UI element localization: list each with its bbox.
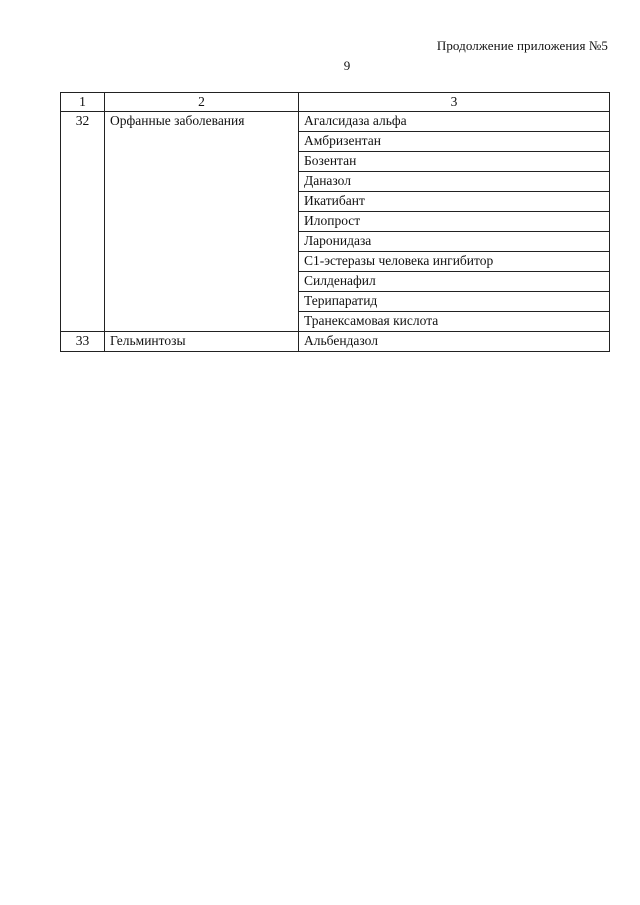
disease-name: Орфанные заболевания <box>105 112 299 332</box>
column-header-3: 3 <box>299 93 610 112</box>
drug-table <box>60 92 610 352</box>
drug-name: Икатибант <box>299 192 610 212</box>
table-header-row <box>61 93 610 112</box>
drug-name: Илопрост <box>299 212 610 232</box>
group-number: 33 <box>61 332 105 352</box>
drug-name: Ларонидаза <box>299 232 610 252</box>
group-number: 32 <box>61 112 105 332</box>
drug-name: Амбризентан <box>299 132 610 152</box>
drug-name: Агалсидаза альфа <box>299 112 610 132</box>
drug-name: Транексамовая кислота <box>299 312 610 332</box>
table-row <box>61 112 610 132</box>
column-header-2: 2 <box>105 93 299 112</box>
disease-name: Гельминтозы <box>105 332 299 352</box>
drug-name: Альбендазол <box>299 332 610 352</box>
drug-name: Бозентан <box>299 152 610 172</box>
drug-name: С1-эстеразы человека ингибитор <box>299 252 610 272</box>
drug-name: Терипаратид <box>299 292 610 312</box>
page-number: 9 <box>343 58 351 73</box>
drug-name: Силденафил <box>299 272 610 292</box>
appendix-continuation-note: Продолжение приложения №5 <box>436 38 608 53</box>
column-header-1: 1 <box>61 93 105 112</box>
drug-name: Даназол <box>299 172 610 192</box>
table-row <box>61 332 610 352</box>
